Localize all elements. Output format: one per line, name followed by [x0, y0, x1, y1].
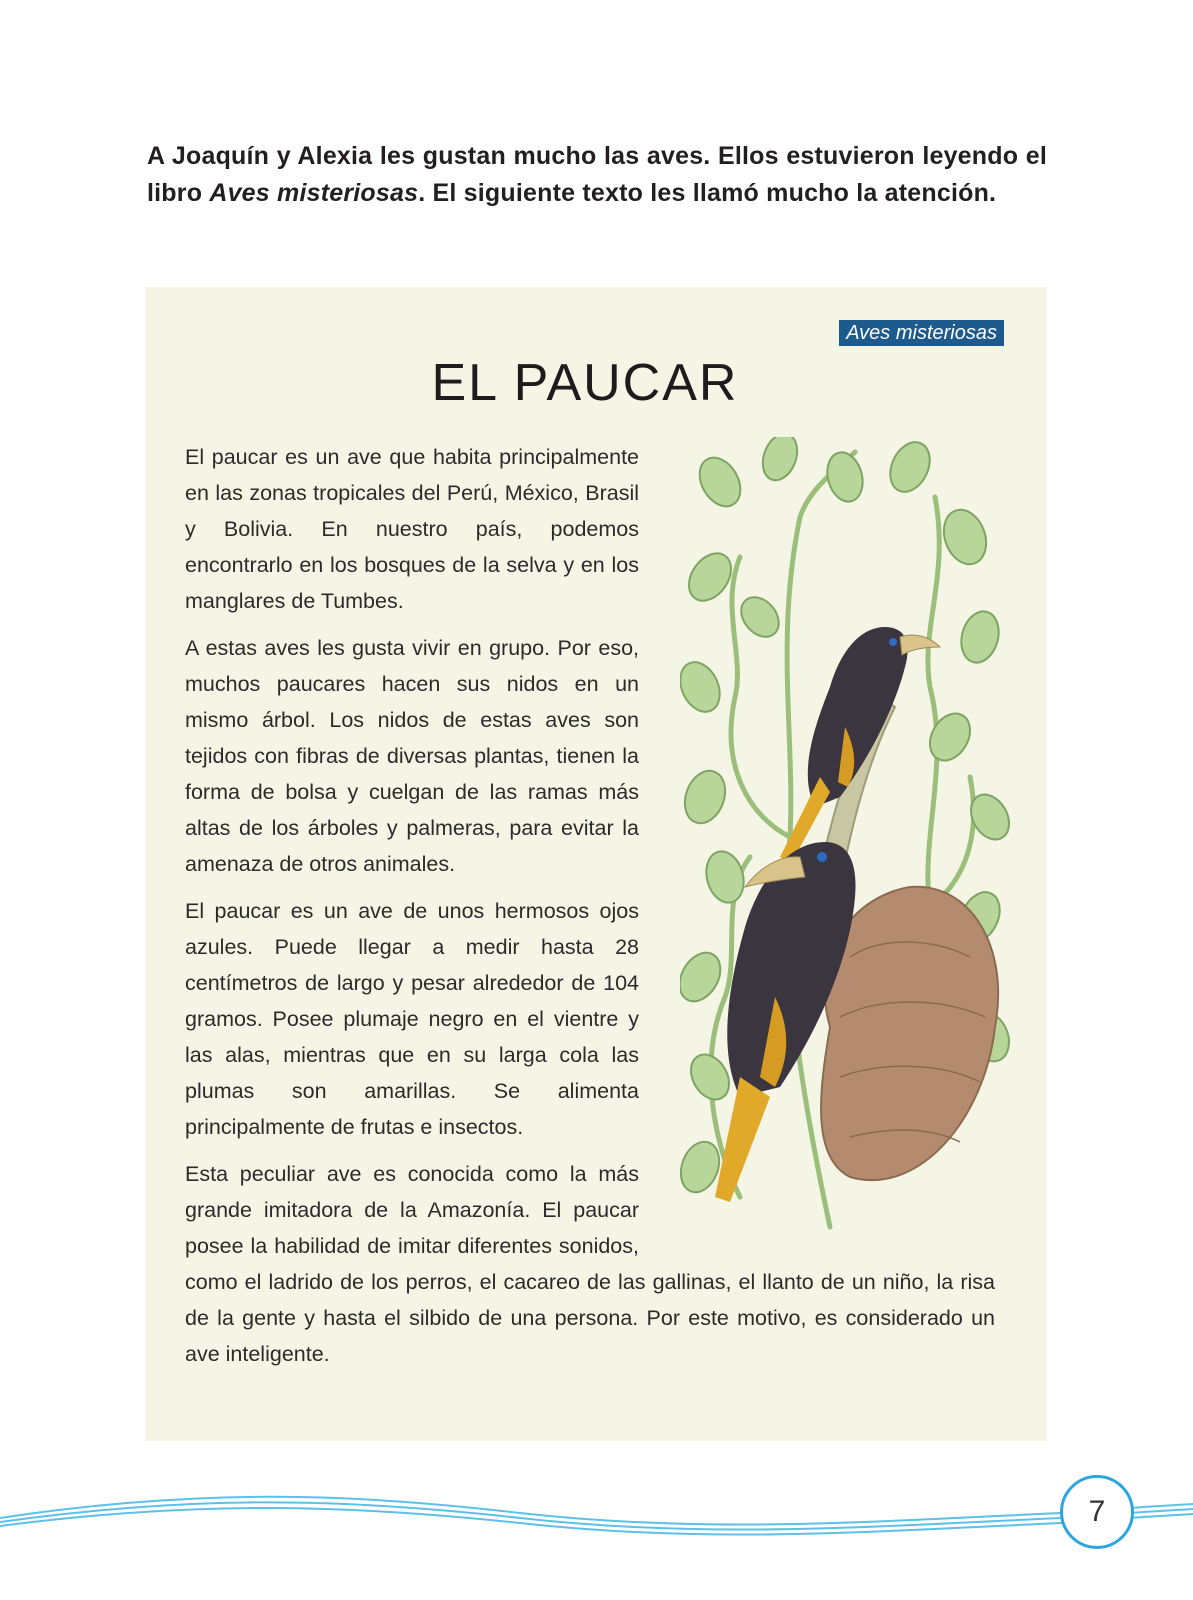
page-number: 7	[1060, 1475, 1134, 1549]
paragraph-2: A estas aves les gusta vivir en grupo. Por eso, muchos paucares hacen sus nidos en un mismo árbol. Los nidos de estas aves son tejidos con fibras de diversas plantas, tienen la forma de bolsa y cuelgan de las ramas más altas de los árboles y palmeras, para evitar la amenaza de otros animales.	[185, 636, 639, 876]
reading-title: EL PAUCAR	[431, 354, 739, 412]
intro-text	[147, 138, 1047, 212]
paragraph-3: El paucar es un ave de unos hermosos ojos azules. Puede llegar a medir hasta 28 centímetros de largo y pesar alrededor de 104 gramos. Posee plumaje negro en el vientre y las alas, mientras que en su larga cola las plumas son amarillas. Se alimenta principalmente de frutas e insectos.	[185, 899, 639, 1139]
reading-body	[185, 439, 995, 1383]
paragraph-4: Esta peculiar ave es conocida como la más grande imitadora de la Amazonía. El paucar posee la habilidad de imitar diferentes sonidos, como el ladrido de los perros, el cacareo de las gallinas, el llanto de un niño, la risa de la gente y hasta el silbido de una persona. Por este motivo, es considerado un ave inteligente.	[185, 1162, 995, 1366]
book-tag: Aves misteriosas	[839, 320, 1004, 346]
reading-panel	[145, 287, 1047, 1441]
paragraph-1: El paucar es un ave que habita principalmente en las zonas tropicales del Perú, México, Brasil y Bolivia. En nuestro país, podemos encontrarlo en los bosques de la selva y en los manglares de Tumbes.	[185, 445, 639, 613]
intro-part1: A Joaquín y Alexia les gustan mucho las aves. Ellos estuvieron leyendo el libro	[147, 142, 1047, 207]
intro-part2: . El siguiente texto les llamó mucho la atención.	[418, 179, 997, 207]
illustration-space	[653, 439, 995, 1244]
intro-book-title: Aves misteriosas	[209, 179, 419, 207]
footer-wave-icon	[0, 1478, 1193, 1558]
